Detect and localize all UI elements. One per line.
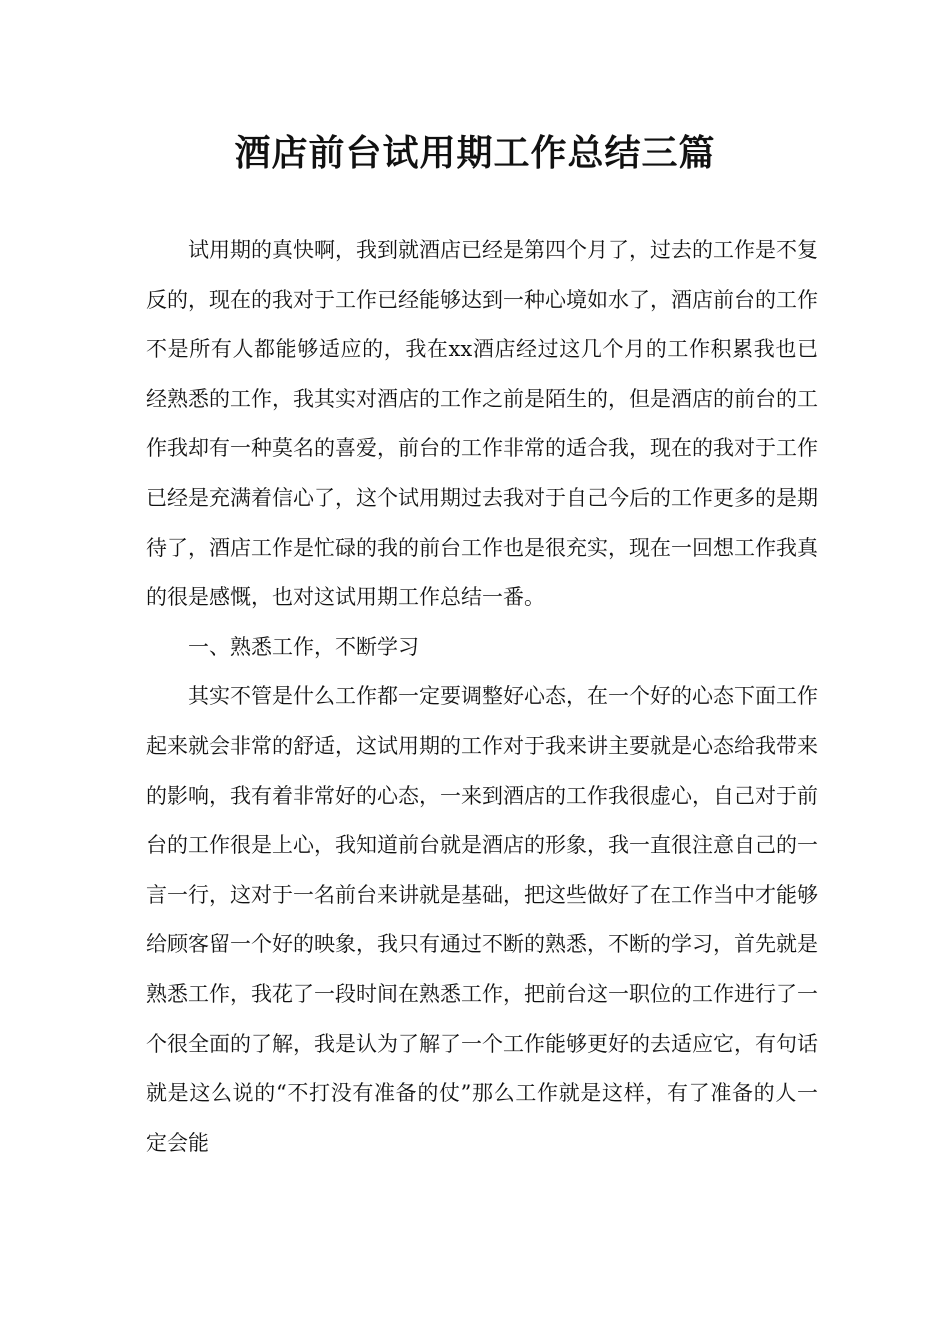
paragraph-intro: 试用期的真快啊，我到就酒店已经是第四个月了，过去的工作是不复反的，现在的我对于工作已经能够达到一种心境如水了，酒店前台的工作不是所有人都能够适应的，我在xx酒店经过这几个月的工作积累我也已经熟悉的工作，我其实对酒店的工作之前是陌生的，但是酒店的前台的工作我却有一种莫名的喜爱，前台的工作非常的适合我，现在的我对于工作已经是充满着信心了，这个试用期过去我对于自己今后的工作更多的是期待了，酒店工作是忙碌的我的前台工作也是很充实，现在一回想工作我真的很是感慨，也对这试用期工作总结一番。 xyxy=(146,238,818,610)
document-body xyxy=(146,226,818,1168)
section-heading: 一、熟悉工作，不断学习 xyxy=(188,634,419,659)
paragraph-section-1: 其实不管是什么工作都一定要调整好心态，在一个好的心态下面工作起来就会非常的舒适，这试用期的工作对于我来讲主要就是心态给我带来的影响，我有着非常好的心态，一来到酒店的工作我很虚心，自己对于前台的工作很是上心，我知道前台就是酒店的形象，我一直很注意自己的一言一行，这对于一名前台来讲就是基础，把这些做好了在工作当中才能够给顾客留一个好的映象，我只有通过不断的熟悉，不断的学习，首先就是熟悉工作，我花了一段时间在熟悉工作，把前台这一职位的工作进行了一个很全面的了解，我是认为了解了一个工作能够更好的去适应它，有句话就是这么说的“不打没有准备的仗”那么工作就是这样，有了准备的人一定会能 xyxy=(146,684,818,1155)
document-title: 酒店前台试用期工作总结三篇 xyxy=(234,133,716,174)
